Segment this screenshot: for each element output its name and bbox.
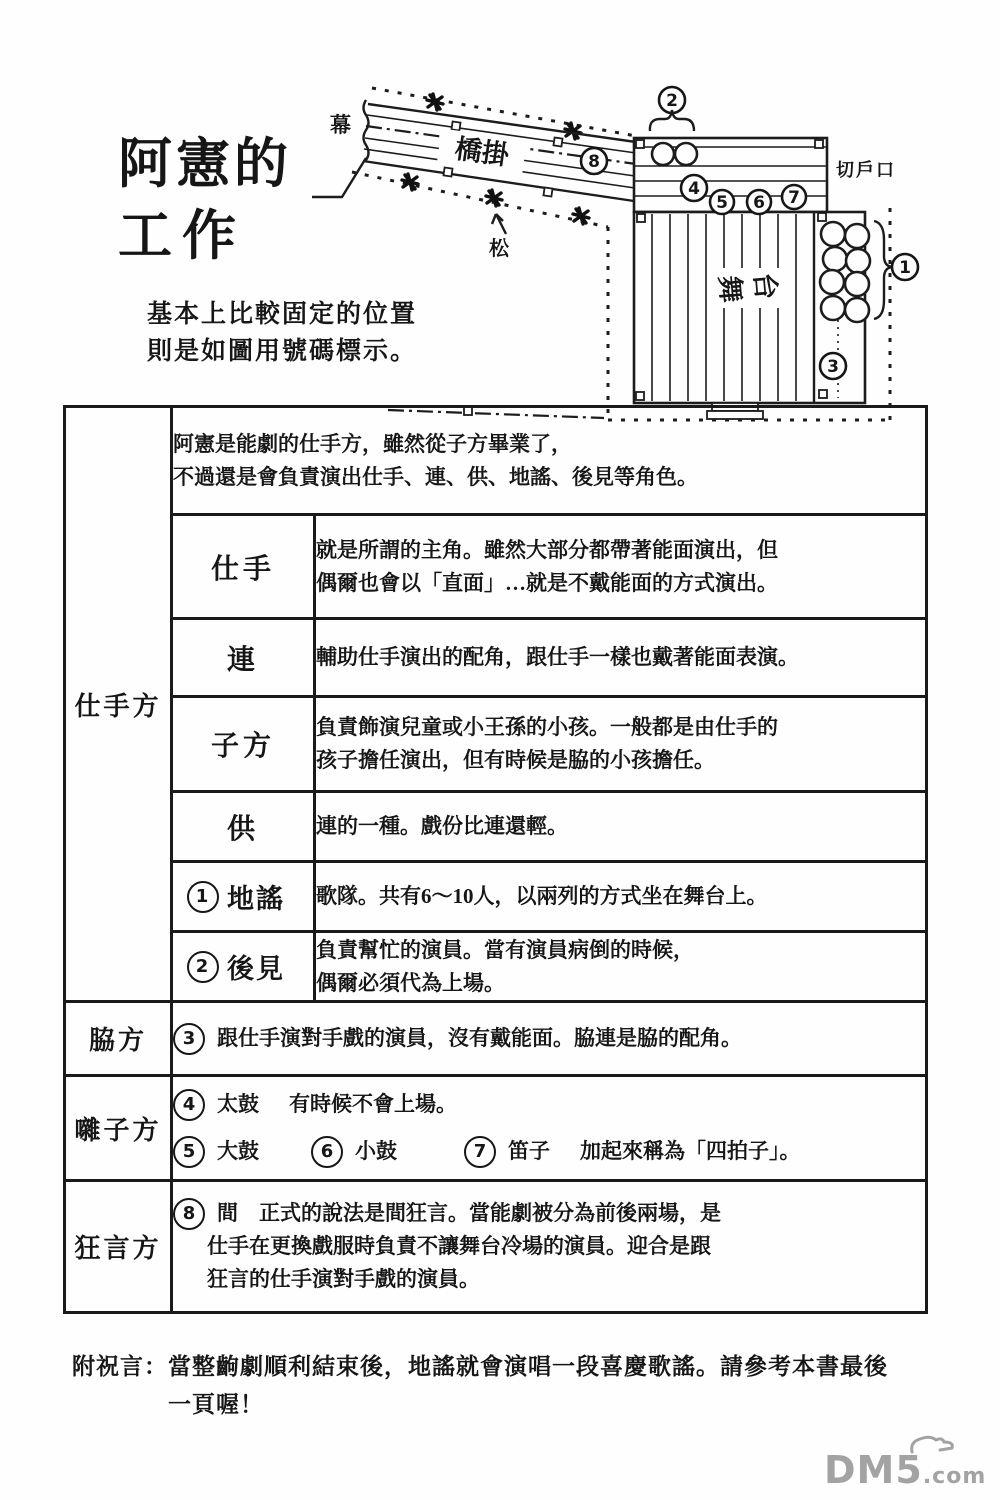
footnote [72, 1348, 942, 1424]
pillar-mark [819, 390, 827, 398]
intro-cell [172, 407, 927, 515]
position-marker-3 [820, 353, 846, 379]
desc-line: 負責幫忙的演員。當有演員病倒的時候， [316, 937, 694, 962]
pillar-mark [815, 140, 823, 148]
position-marker-4 [681, 175, 707, 201]
page-title [118, 128, 292, 272]
role-name: 地謠 [227, 884, 285, 914]
bridge-marker-square [443, 167, 452, 176]
desc-cell-kouken [315, 932, 927, 1002]
svg-text:5: 5 [716, 193, 728, 213]
side-door-label: 切戶口 [836, 160, 896, 180]
bridge-marker-square [543, 187, 552, 196]
circled-number-6: 6 [311, 1136, 343, 1168]
footnote-body [168, 1348, 888, 1424]
svg-text:4: 4 [688, 179, 700, 199]
desc-line: 狂言的仕手演對手戲的演員。 [207, 1267, 480, 1291]
desc-line: 跟仕手演對手戲的演員，沒有戴能面。脇連是脇的配角。 [217, 1026, 742, 1050]
group-cell-kyogenkata: 狂言方 [65, 1181, 172, 1313]
pillar-mark [636, 392, 644, 400]
instrument-name: 太鼓 [217, 1092, 259, 1116]
role-cell-kouken [172, 932, 315, 1002]
position-marker-1 [892, 254, 918, 280]
pine-tree-icon [486, 190, 502, 206]
desc-cell-jiutai [315, 862, 927, 932]
role-cell-kokata: 子方 [172, 697, 315, 792]
title-line1: 阿憲的 [118, 134, 292, 194]
position-marker-5 [710, 190, 734, 214]
performer-circle [652, 143, 674, 165]
desc-cell-kokata [315, 697, 927, 792]
svg-text:7: 7 [788, 188, 800, 208]
table-row [65, 792, 927, 862]
svg-text:1: 1 [899, 258, 911, 278]
desc-cell-hayashi [172, 1076, 927, 1181]
intro-line1: 阿憲是能劇的仕手方，雖然從子方畢業了， [173, 431, 572, 456]
pine-pointer-arrow-icon [492, 214, 506, 234]
desc-cell-waki [172, 1002, 927, 1076]
performer-circle [845, 298, 869, 322]
group-cell-hayashikata: 囃子方 [65, 1076, 172, 1181]
instrument-note: 有時候不會上場。 [289, 1092, 457, 1116]
pillar-mark [818, 213, 826, 221]
curtain-corner-line [312, 158, 366, 197]
performer-circle [821, 296, 845, 320]
table-row [65, 932, 927, 1002]
circled-number-5: 5 [173, 1136, 205, 1168]
pine-tree-icon [573, 208, 589, 224]
desc-line: 仕手在更換戲服時負責不讓舞台冷場的演員。迎合是跟 [207, 1234, 711, 1258]
performer-circle [846, 249, 870, 273]
svg-text:8: 8 [588, 152, 600, 172]
performer-circle [675, 143, 697, 165]
bridge-label: 橋掛 [453, 133, 511, 171]
pillar-mark [636, 140, 644, 148]
desc-line: 偶爾也會以「直面」…就是不戴能面的方式演出。 [316, 570, 778, 595]
subtitle-line2: 則是如圖用號碼標示。 [147, 338, 418, 365]
footnote-line2: 一頁喔！ [168, 1392, 264, 1417]
position-marker-8 [581, 148, 607, 174]
instrument-name: 大鼓 [217, 1139, 259, 1163]
performer-circle [845, 272, 869, 296]
pine-label: 松 [489, 238, 509, 260]
intro-line2: 不過還是會負責演出仕手、連、供、地謠、後見等角色。 [173, 464, 698, 489]
desc-line: 偶爾必須代為上場。 [316, 970, 505, 995]
title-line2: 工作 [118, 206, 246, 266]
watermark-suffix: .com [922, 1464, 987, 1489]
noh-stage-diagram [300, 60, 1000, 440]
role-name: 後見 [227, 954, 285, 984]
curtain-wavy-line [364, 100, 369, 160]
bridge-marker-square [451, 121, 460, 130]
pine-tree-icon [427, 94, 443, 110]
circled-number-1: 1 [187, 881, 219, 913]
desc-line: 間 正式的說法是間狂言。當能劇被分為前後兩場，是 [217, 1201, 721, 1225]
svg-text:3: 3 [827, 357, 839, 377]
desc-line: 孩子擔任演出，但有時候是脇的小孩擔任。 [316, 748, 715, 772]
position-marker-6 [747, 190, 771, 214]
svg-text:6: 6 [753, 193, 765, 213]
instrument-name: 笛子 [508, 1139, 550, 1163]
stage-label-char1: 舞 [713, 274, 747, 304]
dm5-watermark [824, 1448, 986, 1492]
performer-circle [845, 224, 869, 248]
marker-2-brace [650, 110, 694, 131]
performer-circle [820, 270, 844, 294]
desc-line: 歌隊。共有6～10人，以兩列的方式坐在舞台上。 [316, 884, 768, 908]
instrument-note: 加起來稱為「四拍子」。 [580, 1139, 801, 1163]
role-cell-tomo: 供 [172, 792, 315, 862]
group-cell-shitekata: 仕手方 [65, 407, 172, 1002]
role-cell-tsure: 連 [172, 619, 315, 697]
desc-line: 負責飾演兒童或小王孫的小孩。一般都是由仕手的 [316, 715, 778, 739]
table-row [65, 862, 927, 932]
desc-line: 輔助仕手演出的配角，跟仕手一樣也戴著能面表演。 [316, 645, 799, 669]
pillar-mark [637, 214, 645, 222]
desc-cell-kyogen [172, 1181, 927, 1313]
circled-number-7: 7 [464, 1136, 496, 1168]
bridge-marker-square [553, 137, 562, 146]
role-cell-shite: 仕手 [172, 515, 315, 619]
stage-label-char2: 台 [748, 271, 782, 301]
footnote-line1: 當整齣劇順利結束後，地謠就會演唱一段喜慶歌謠。請參考本書最後 [168, 1354, 888, 1379]
circled-number-3: 3 [173, 1023, 205, 1055]
desc-cell-tsure [315, 619, 927, 697]
curtain-label: 幕 [330, 113, 351, 137]
table-row [65, 407, 927, 515]
svg-text:2: 2 [666, 91, 678, 111]
circled-number-4: 4 [173, 1089, 205, 1121]
desc-cell-shite [315, 515, 927, 619]
table-row [65, 1002, 927, 1076]
bridge-upper-dashed-line [372, 88, 636, 136]
stage-label-group [714, 268, 781, 308]
role-cell-jiutai [172, 862, 315, 932]
table-row [65, 619, 927, 697]
performer-circle [821, 222, 845, 246]
table-row [65, 1181, 927, 1313]
performer-circle [823, 247, 847, 271]
subtitle-line1: 基本上比較固定的位置 [147, 301, 418, 328]
instrument-name: 小鼓 [355, 1139, 397, 1163]
table-row [65, 515, 927, 619]
desc-line: 連的一種。戲份比連還輕。 [316, 814, 568, 838]
pine-tree-icon [402, 174, 418, 190]
watermark-text: DM5 [824, 1448, 923, 1492]
circled-number-2: 2 [187, 951, 219, 983]
group-cell-wakikata: 脇方 [65, 1002, 172, 1076]
bridge-lower-dashed-line [352, 172, 608, 227]
table-row [65, 1076, 927, 1181]
table-row [65, 697, 927, 792]
bridge-edge-top [368, 104, 636, 142]
roles-table [63, 405, 928, 1314]
position-marker-7 [782, 185, 806, 209]
circled-number-8: 8 [173, 1198, 205, 1230]
footnote-label: 附祝言： [72, 1354, 168, 1379]
pine-tree-icon [565, 123, 581, 139]
position-marker-2 [659, 87, 685, 113]
desc-cell-tomo [315, 792, 927, 862]
desc-line: 就是所謂的主角。雖然大部分都帶著能面演出，但 [316, 537, 778, 562]
